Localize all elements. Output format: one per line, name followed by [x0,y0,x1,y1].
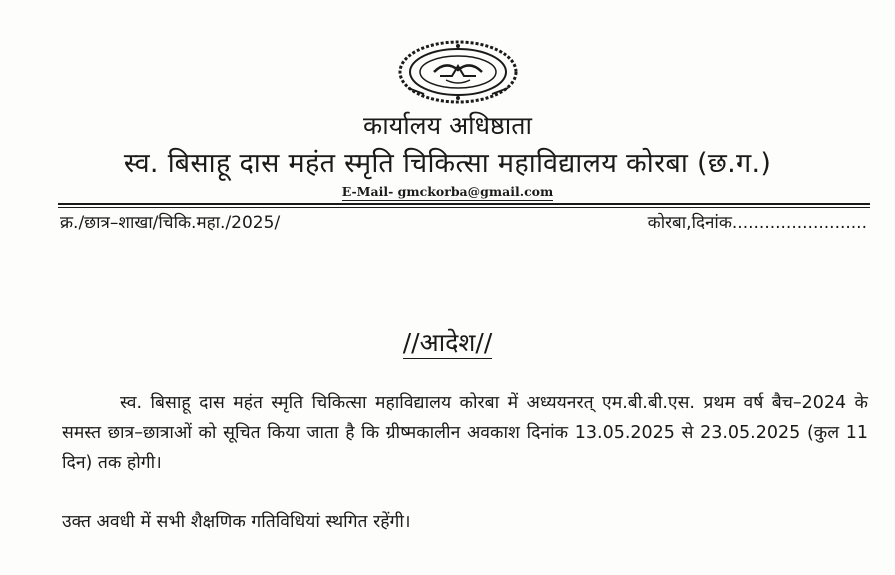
place-date: कोरबा,दिनांक......................... [647,213,867,233]
header-divider-thin [58,207,870,208]
reference-number: क्र./छात्र–शाखा/चिकि.महा./2025/ [60,213,281,233]
email-line [0,184,895,200]
order-heading-text: //आदेश// [402,328,493,357]
college-name: स्व. बिसाहू दास महंत स्मृति चिकित्सा महाविद्यालय कोरबा (छ.ग.) [123,148,772,179]
college-emblem-icon [394,38,522,106]
office-title: कार्यालय अधिष्ठाता [363,111,532,140]
header-divider [58,203,870,205]
order-note: उक्त अवधी में सभी शैक्षणिक गतिविधियां स्थगित रहेंगी। [62,512,411,532]
order-paragraph: स्व. बिसाहू दास महंत स्मृति चिकित्सा महाविद्यालय कोरबा में अध्ययनरत् एम.बी.बी.एस. प्रथम वर्ष बैच–2024 के समस्त छात्र–छात्राओं को सूचित किया जाता है कि ग्रीष्मकालीन अवकाश दिनांक 13.05.2025 से 23.05.2025 (कुल 11 दिन) तक होगी। [62,393,868,473]
email-text: E-Mail- gmckorba@gmail.com [341,184,554,199]
order-heading [0,326,895,360]
